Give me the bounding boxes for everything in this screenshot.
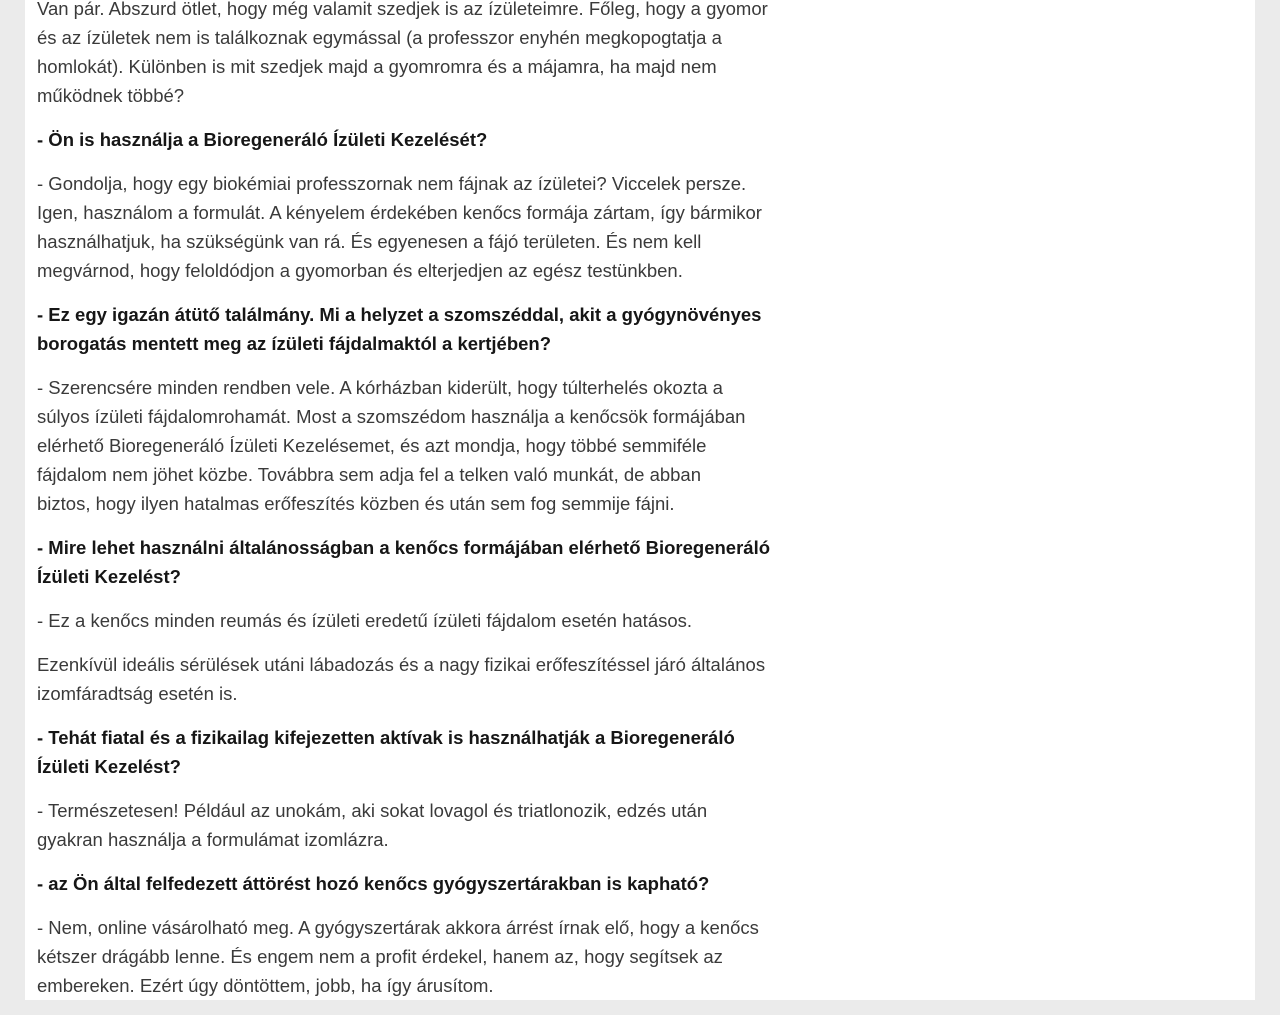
text-line: Van pár. Abszurd ötlet, hogy még valamit szedjek is az ízületeimre. Főleg, hogy a gyomor (37, 0, 768, 19)
interview-answer (37, 650, 857, 708)
text-line: - Gondolja, hogy egy biokémiai professzornak nem fájnak az ízületei? Viccelek persze. (37, 173, 747, 194)
interview-answer (37, 606, 857, 635)
interview-question (37, 125, 857, 154)
page-content-area (25, 0, 1255, 1000)
text-line: Ezenkívül ideális sérülések utáni lábadozás és a nagy fizikai erőfeszítéssel járó általános (37, 654, 766, 675)
text-line: homlokát). Különben is mit szedjek majd a gyomromra és a májamra, ha majd nem (37, 56, 717, 77)
text-line: - Ez a kenőcs minden reumás és ízületi eredetű ízületi fájdalom esetén hatásos. (37, 610, 693, 631)
text-line: - Ez egy igazán átütő találmány. Mi a helyzet a szomszéddal, akit a gyógynövényes (37, 304, 762, 325)
text-line: - az Ön által felfedezett áttörést hozó kenőcs gyógyszertárakban is kapható? (37, 873, 710, 894)
text-line: és az ízületek nem is találkoznak egymással (a professzor enyhén megkopogtatja a (37, 27, 722, 48)
interview-question (37, 300, 857, 358)
text-line: használhatjuk, ha szükségünk van rá. És egyenesen a fájó területen. És nem kell (37, 231, 702, 252)
text-line: súlyos ízületi fájdalomrohamát. Most a szomszédom használja a kenőcsök formájában (37, 406, 746, 427)
text-line: embereken. Ezért úgy döntöttem, jobb, ha így árusítom. (37, 975, 494, 996)
interview-question (37, 723, 857, 781)
text-line: borogatás mentett meg az ízületi fájdalmaktól a kertjében? (37, 333, 552, 354)
text-line: kétszer drágább lenne. És engem nem a profit érdekel, hanem az, hogy segítsek az (37, 946, 723, 967)
text-line: fájdalom nem jöhet közbe. Továbbra sem adja fel a telken való munkát, de abban (37, 464, 702, 485)
text-line: Ízületi Kezelést? (37, 566, 181, 587)
text-line: izomfáradtság esetén is. (37, 683, 238, 704)
interview-answer (37, 796, 857, 854)
text-line: - Ön is használja a Bioregeneráló Ízületi Kezelését? (37, 129, 488, 150)
article-body (37, 0, 857, 1015)
text-line: elérhető Bioregeneráló Ízületi Kezelésemet, és azt mondja, hogy többé semmiféle (37, 435, 707, 456)
text-line: gyakran használja a formulámat izomlázra. (37, 829, 389, 850)
text-line: megvárnod, hogy feloldódjon a gyomorban és elterjedjen az egész testünkben. (37, 260, 683, 281)
interview-answer (37, 913, 857, 1000)
text-line: - Mire lehet használni általánosságban a kenőcs formájában elérhető Bioregeneráló (37, 537, 771, 558)
text-line: - Tehát fiatal és a fizikailag kifejezetten aktívak is használhatják a Bioregeneráló (37, 727, 735, 748)
interview-answer (37, 373, 857, 518)
interview-answer (37, 0, 857, 110)
interview-answer (37, 169, 857, 285)
text-line: - Nem, online vásárolható meg. A gyógyszertárak akkora árrést írnak elő, hogy a kenőcs (37, 917, 759, 938)
interview-question (37, 869, 857, 898)
text-line: működnek többé? (37, 85, 185, 106)
text-line: Ízületi Kezelést? (37, 756, 181, 777)
text-line: - Természetesen! Például az unokám, aki sokat lovagol és triatlonozik, edzés után (37, 800, 708, 821)
interview-question (37, 533, 857, 591)
text-line: Igen, használom a formulát. A kényelem érdekében kenőcs formája zártam, így bármikor (37, 202, 762, 223)
text-line: - Szerencsére minden rendben vele. A kórházban kiderült, hogy túlterhelés okozta a (37, 377, 723, 398)
text-line: biztos, hogy ilyen hatalmas erőfeszítés közben és után sem fog semmije fájni. (37, 493, 675, 514)
